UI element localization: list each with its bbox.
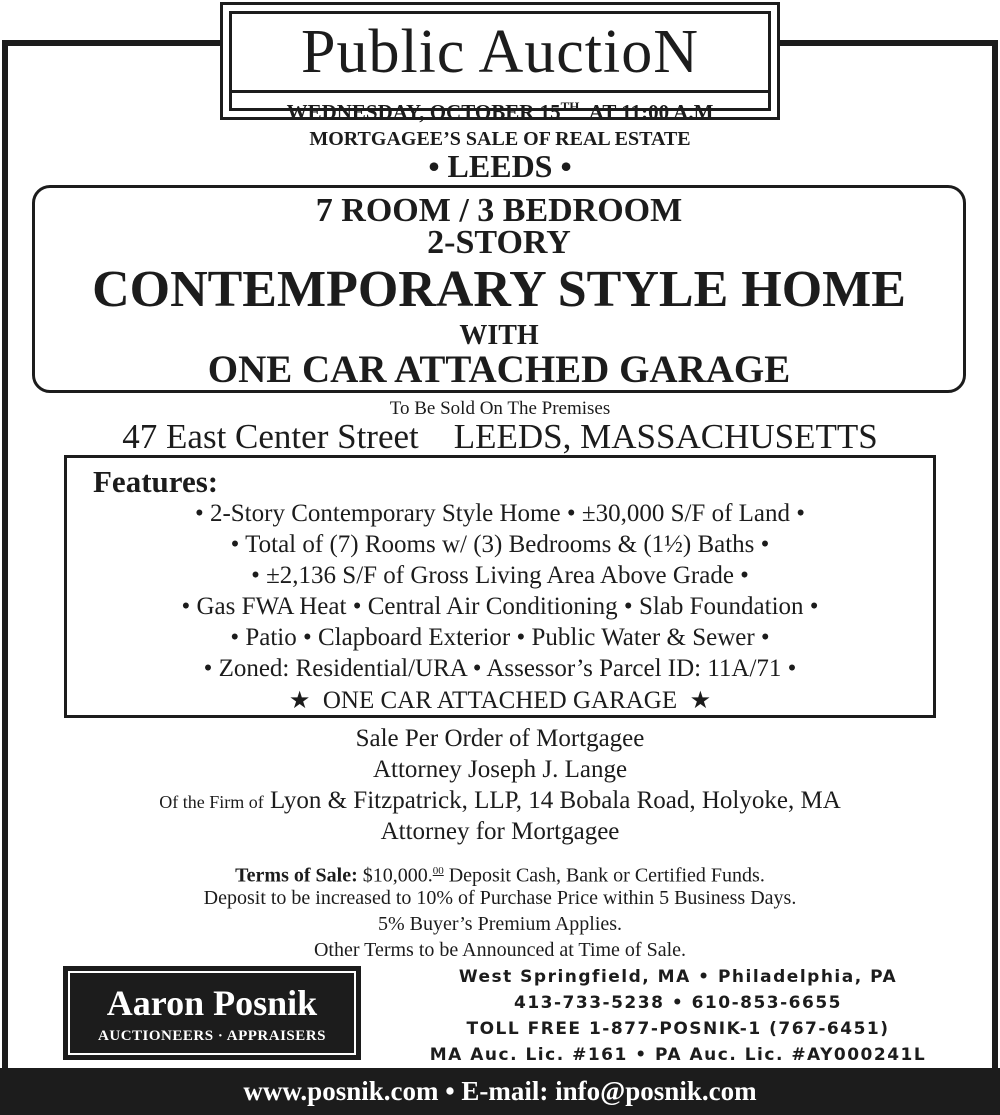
website-link[interactable]: www.posnik.com [243, 1076, 439, 1106]
room-count: 7 ROOM / 3 BEDROOM [315, 192, 683, 229]
deposit-amount: $10,000. [362, 864, 433, 887]
license-numbers: MA Auc. Lic. #161 • PA Auc. Lic. #AY000241L [429, 1045, 927, 1065]
feature-line: • Total of (7) Rooms w/ (3) Bedrooms & (1½) Baths • [230, 531, 770, 558]
star-icon: ★ [689, 688, 712, 714]
sale-order: Sale Per Order of Mortgagee [355, 725, 645, 752]
deposit-cents: 00 [432, 865, 444, 877]
toll-free-number: TOLL FREE 1-877-POSNIK-1 (767-6451) [466, 1019, 890, 1039]
auction-banner-inner [229, 11, 771, 124]
features-box [64, 455, 936, 718]
auction-time: AT 11:00 A.M [588, 100, 714, 124]
firm-prefix: Of the Firm of [159, 792, 264, 812]
property-summary-box [32, 185, 966, 393]
terms-label: Terms of Sale: [235, 864, 358, 887]
attorney-name: Attorney Joseph J. Lange [372, 756, 628, 783]
footer-separator: • [445, 1076, 455, 1106]
company-logo-frame [68, 971, 356, 1055]
auction-date-suffix: TH [560, 99, 580, 114]
garage-highlight [67, 686, 933, 715]
auction-banner [220, 2, 780, 124]
deposit-text: Deposit Cash, Bank or Certified Funds. [448, 864, 765, 887]
feature-line: • ±2,136 S/F of Gross Living Area Above Grade • [251, 562, 749, 589]
street-address: 47 East Center Street [122, 417, 419, 456]
garage-headline: ONE CAR ATTACHED GARAGE [207, 348, 791, 391]
email-link[interactable]: E-mail: info@posnik.com [461, 1076, 757, 1106]
property-address [0, 416, 1000, 458]
auction-date-day: WEDNESDAY, OCTOBER 15 [286, 100, 561, 124]
company-logo [63, 966, 361, 1060]
features-heading: Features: [93, 464, 219, 499]
office-locations: West Springfield, MA • Philadelphia, PA [458, 967, 898, 987]
story-count: 2-STORY [427, 224, 571, 261]
footer-bar [0, 1068, 1000, 1115]
company-tagline: AUCTIONEERS · APPRAISERS [98, 1028, 326, 1044]
city-state: LEEDS, MASSACHUSETTS [453, 417, 878, 456]
terms-line-3: 5% Buyer’s Premium Applies. [377, 913, 623, 935]
phone-numbers: 413-733-5238 • 610-853-6655 [514, 993, 842, 1013]
home-style: CONTEMPORARY STYLE HOME [92, 261, 906, 318]
company-name: Aaron Posnik [106, 983, 318, 1023]
auction-date [232, 90, 768, 124]
attorney-firm [0, 786, 1000, 817]
feature-line: • 2-Story Contemporary Style Home • ±30,000 S/F of Land • [194, 500, 806, 527]
town-name: • LEEDS • [428, 148, 572, 184]
terms-line-4: Other Terms to be Announced at Time of Sale. [313, 939, 687, 961]
feature-line: • Zoned: Residential/URA • Assessor’s Parcel ID: 11A/71 • [203, 655, 797, 682]
attorney-role: Attorney for Mortgagee [380, 818, 620, 845]
sale-type: MORTGAGEE’S SALE OF REAL ESTATE [309, 128, 691, 150]
firm-name: Lyon & Fitzpatrick, LLP, 14 Bobala Road, Holyoke, MA [269, 787, 841, 814]
feature-line: • Gas FWA Heat • Central Air Conditioning • Slab Foundation • [181, 593, 819, 620]
garage-highlight-text: ONE CAR ATTACHED GARAGE [322, 687, 678, 714]
premises-note: To Be Sold On The Premises [389, 398, 611, 419]
terms-line-2: Deposit to be increased to 10% of Purchase Price within 5 Business Days. [203, 887, 797, 909]
with-label: WITH [459, 320, 539, 351]
feature-line: • Patio • Clapboard Exterior • Public Water & Sewer • [230, 624, 770, 651]
auction-title: Public AuctioN [300, 18, 700, 86]
star-icon: ★ [288, 688, 311, 714]
